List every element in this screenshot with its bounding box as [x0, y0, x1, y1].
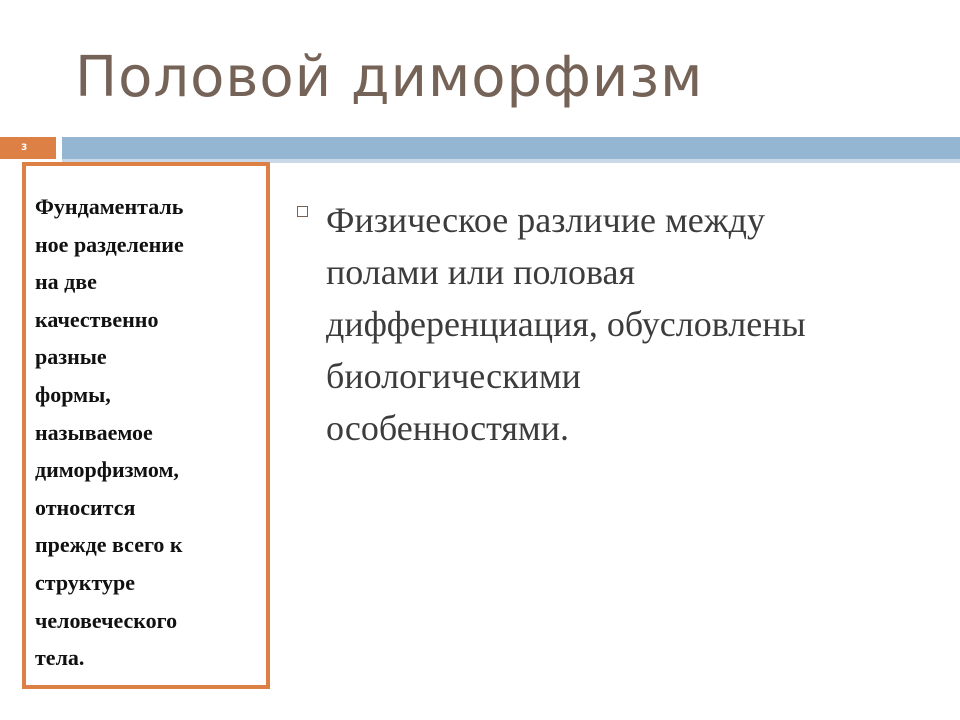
- slide-number: 3: [21, 143, 28, 153]
- hollow-square-bullet-icon: [297, 206, 308, 217]
- definition-text: Фундаменталь ное разделение на две качественно разные формы, называемое диморфизмом, относится прежде всего к структуре человеческого тела.: [35, 194, 184, 671]
- header-accent-bar: [62, 137, 960, 159]
- slide-number-box: [0, 137, 56, 159]
- bullet-item-text: Физическое различие между полами или половая дифференциация, обусловлены биологическими особенностями.: [326, 200, 806, 448]
- slide-title: Половой диморфизм: [75, 45, 704, 110]
